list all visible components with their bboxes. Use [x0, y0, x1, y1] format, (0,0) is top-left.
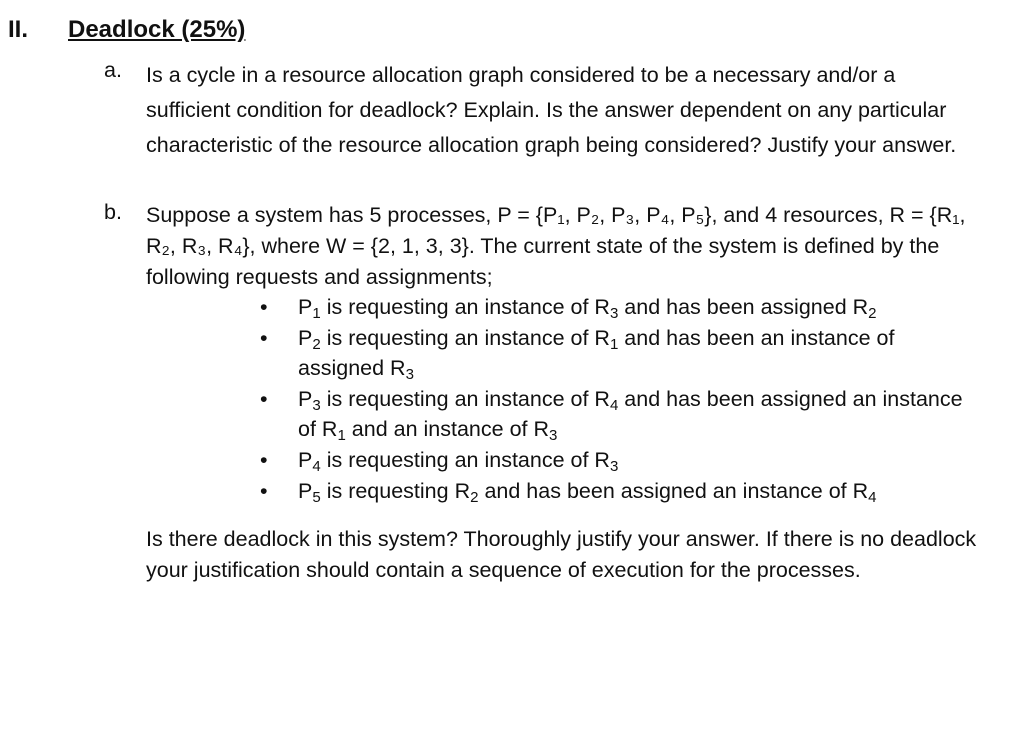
- list-item: • $P_5$ is requesting $R_2$ and has been assigned an instance of $R_4$: [260, 476, 980, 506]
- bullet-icon: •: [260, 387, 268, 411]
- question-b-label: b.: [104, 200, 122, 224]
- question-a-text: Is a cycle in a resource allocation graph considered to be a necessary and/or a sufficient condition for deadlock? Explain. Is the answer dependent on any particular characteristic of the resource allocation graph being considered? Justify your answer.: [146, 63, 957, 157]
- question-b: [104, 200, 984, 293]
- question-b-text: Suppose a system has 5 processes, P = {P₁, P₂, P₃, P₄, P₅}, and 4 resources, R = {R₁, R₂, R₃, R₄}, where W = {2, 1, 3, 3}. The current state of the system is defined by the following requests and assignments;: [146, 203, 966, 289]
- question-a: [104, 58, 984, 163]
- section-number: II.: [8, 16, 29, 43]
- bullet-icon: •: [260, 479, 268, 503]
- list-item: • $P_2$ is requesting an instance of $R_1$ and has been an instance of assigned $R_3$: [260, 323, 980, 383]
- bullet-icon: •: [260, 326, 268, 350]
- section-title: Deadlock (25%): [68, 16, 246, 43]
- question-a-label: a.: [104, 58, 122, 82]
- list-item: • $P_3$ is requesting an instance of $R_4$ and has been assigned an instance of $R_1$ and an instance of $R_3$: [260, 384, 980, 444]
- bullet-icon: •: [260, 448, 268, 472]
- closing-question: Is there deadlock in this system? Thoroughly justify your answer. If there is no deadlock your justification should contain a sequence of execution for the processes.: [146, 527, 977, 582]
- list-item: • $P_4$ is requesting an instance of $R_3$: [260, 445, 980, 475]
- bullet-icon: •: [260, 295, 268, 319]
- request-assignment-list: [260, 292, 980, 507]
- section-heading: [8, 16, 245, 44]
- list-item: • $P_1$ is requesting an instance of $R_3$ and has been assigned $R_2$: [260, 292, 980, 322]
